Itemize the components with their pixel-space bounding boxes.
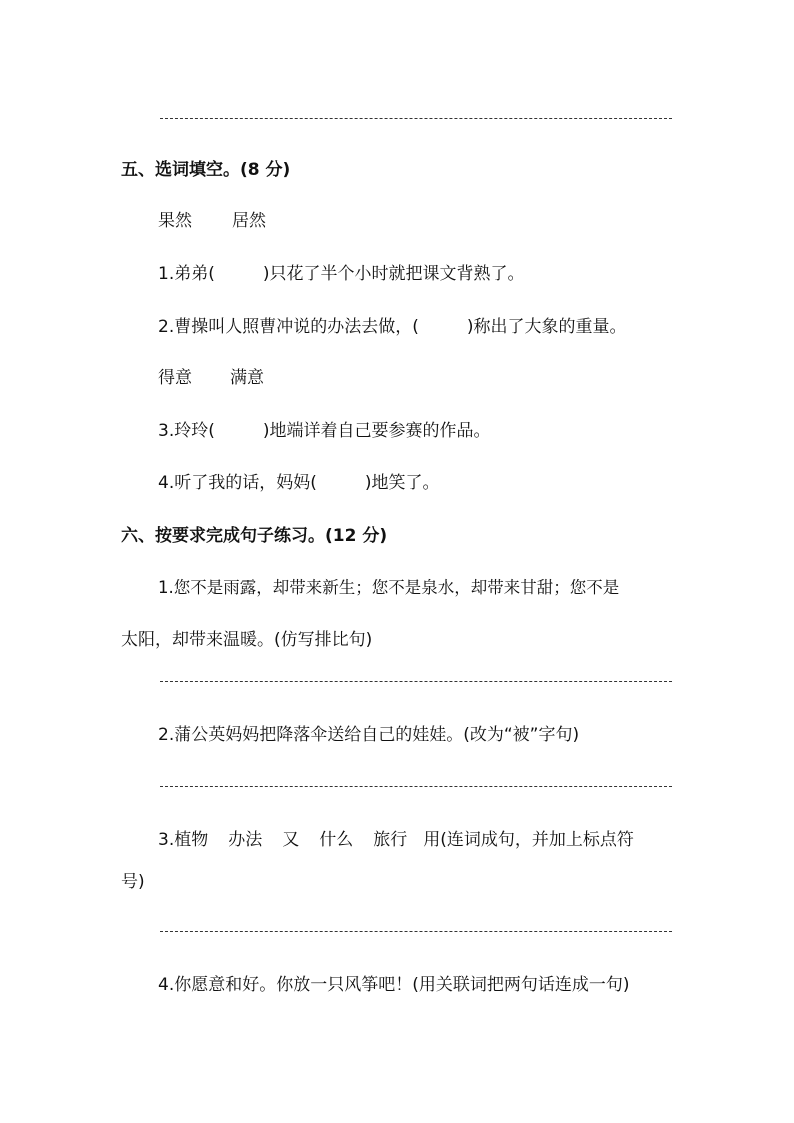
section-five-heading: 五、选词填空。(8 分) (121, 160, 291, 180)
word-choices-2 (158, 366, 264, 390)
question-six-4: 4.你愿意和好。你放一只风筝吧！(用关联词把两句话连成一句) (158, 975, 630, 995)
question-six-3-line2: 号) (121, 872, 145, 892)
answer-line[interactable] (160, 931, 672, 932)
question-six-1-line1: 1.您不是雨露，却带来新生；您不是泉水，却带来甘甜；您不是 (158, 578, 620, 597)
answer-line[interactable] (160, 786, 672, 787)
question-five-2: 2.曹操叫人照曹冲说的办法去做，( )称出了大象的重量。 (158, 317, 627, 337)
question-five-1: 1.弟弟( )只花了半个小时就把课文背熟了。 (158, 264, 525, 284)
word-choice: 满意 (230, 368, 264, 388)
question-five-3: 3.玲玲( )地端详着自己要参赛的作品。 (158, 421, 491, 441)
answer-line[interactable] (160, 118, 672, 119)
word-choices-1 (158, 209, 266, 233)
answer-line[interactable] (160, 681, 672, 682)
question-six-3-line1: 3.植物 办法 又 什么 旅行 用(连词成句，并加上标点符 (158, 830, 634, 850)
word-choice: 得意 (158, 368, 192, 388)
question-six-2: 2.蒲公英妈妈把降落伞送给自己的娃娃。(改为“被”字句) (158, 725, 580, 745)
question-five-4: 4.听了我的话，妈妈( )地笑了。 (158, 473, 440, 493)
word-choice: 果然 (158, 211, 192, 231)
question-six-1-line2: 太阳，却带来温暖。(仿写排比句) (121, 630, 373, 650)
word-choice: 居然 (232, 211, 266, 231)
section-six-heading: 六、按要求完成句子练习。(12 分) (121, 526, 388, 546)
